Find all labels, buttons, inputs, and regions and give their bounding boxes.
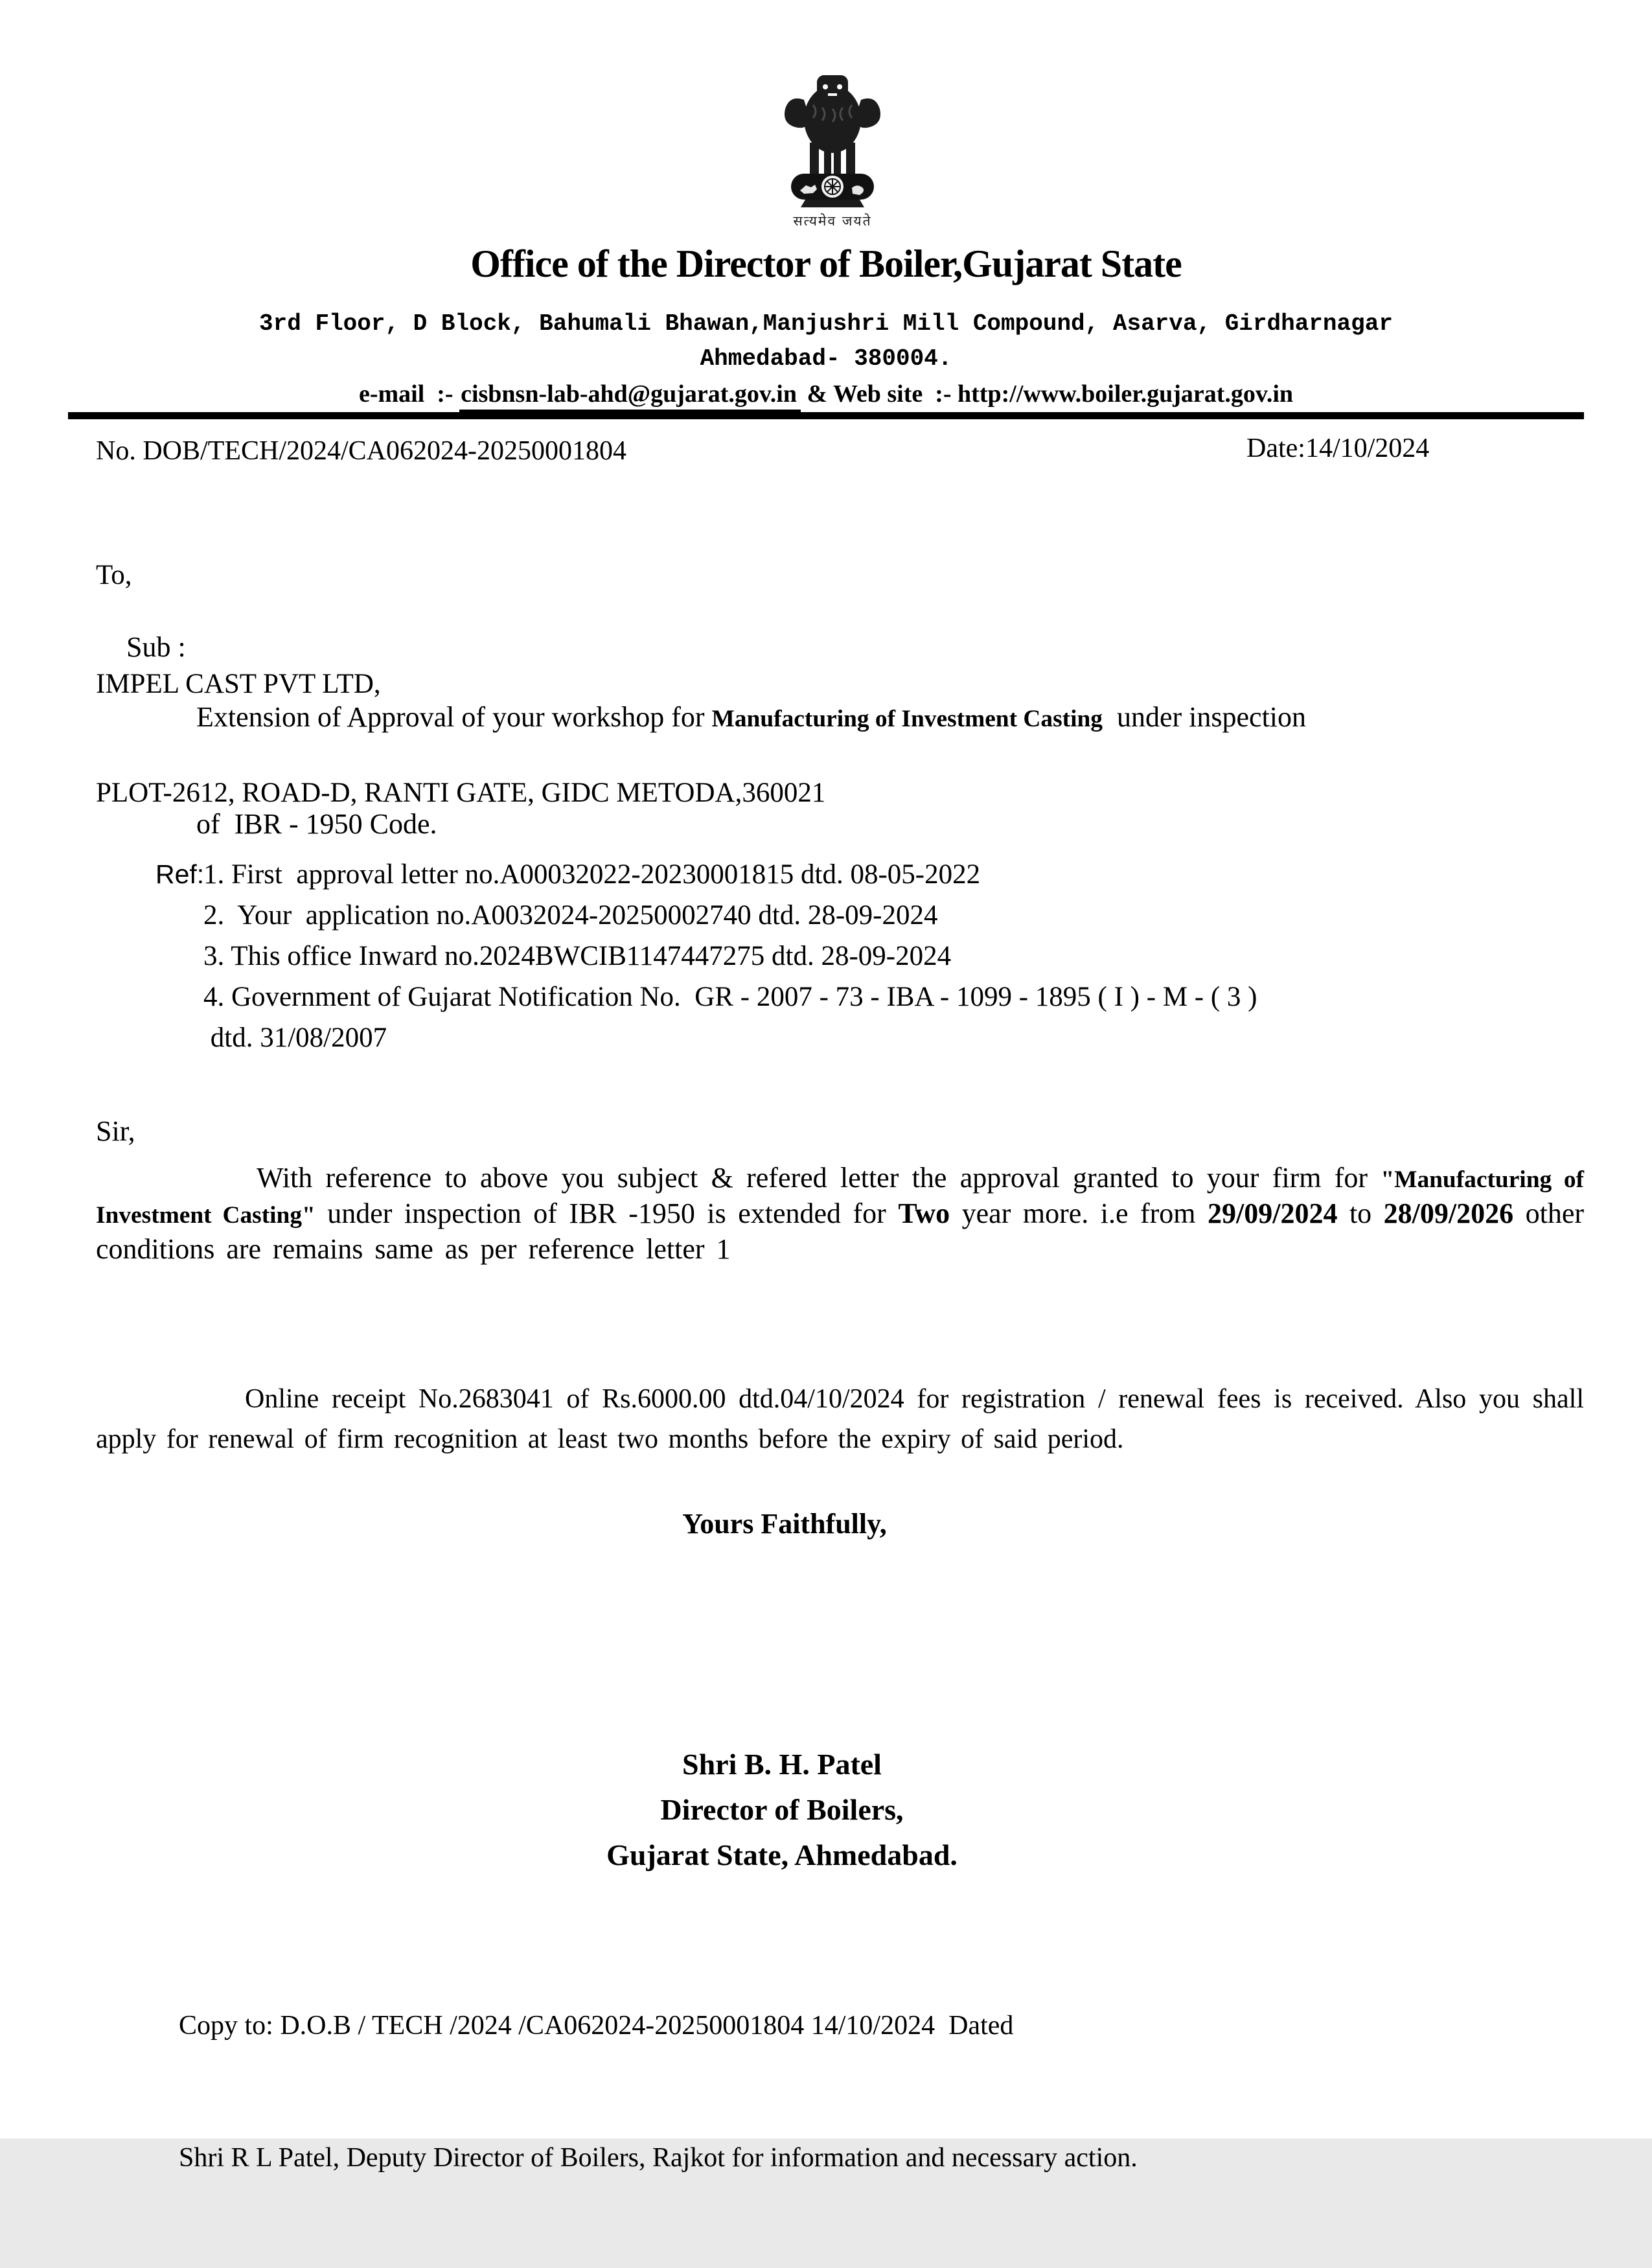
references-label: Ref: [155,859,205,889]
references-list [203,854,1257,1058]
email-address: cisbnsn-lab-ahd@gujarat.gov.in [459,380,801,414]
recipient-name: IMPEL CAST PVT LTD, [96,669,381,699]
reference-item: 2. Your application no.A0032024-20250002740 dtd. 28-09-2024 [203,900,938,931]
email-label: e-mail :- [358,380,460,408]
body-paragraph-2: Online receipt No.2683041 of Rs.6000.00 dtd.04/10/2024 for registration / renewal fees is received. Also you shall apply for renewal of firm recognition at least two months before the expiry of said period. [96,1384,1584,1454]
national-emblem-icon [774,66,891,207]
signature-block [458,1742,1106,1878]
office-address-line2: Ahmedabad- 380004. [700,345,952,372]
letter-number: No. DOB/TECH/2024/CA062024-20250001804 [96,436,626,466]
signatory-name: Shri B. H. Patel [682,1748,882,1781]
website-label: & Web site :- [801,380,958,408]
salutation: Sir, [96,1115,135,1147]
reference-item: 3. This office Inward no.2024BWCIB1147447275 dtd. 28-09-2024 [203,941,952,971]
letter-date: Date:14/10/2024 [1246,434,1430,463]
references-block [155,854,1257,1058]
copy-to-block [179,1915,1138,2268]
reference-item: 1. First approval letter no.A00032022-20230001815 dtd. 08-05-2022 [203,859,981,890]
subject-label: Sub : [126,631,186,663]
header-divider [68,412,1584,419]
office-address-line1: 3rd Floor, D Block, Bahumali Bhawan,Manjushri Mill Compound, Asarva, Girdharnagar [259,310,1393,337]
subject-line1: Extension of Approval of your workshop for Manufacturing of Investment Casting under inspection [196,701,1307,733]
valediction: Yours Faithfully, [682,1508,887,1540]
copy-to-line2: Shri R L Patel, Deputy Director of Boilers, Rajkot for information and necessary action. [179,2143,1138,2173]
subject-line2: of IBR - 1950 Code. [196,808,437,840]
recipient-address: PLOT-2612, ROAD-D, RANTI GATE, GIDC METODA,360021 [96,778,826,808]
letterhead-emblem [768,66,897,230]
office-title: Office of the Director of Boiler,Gujarat State [470,242,1182,285]
reference-item: 4. Government of Gujarat Notification No. GR - 2007 - 73 - IBA - 1099 - 1895 ( I ) - M - ( 3 ) [203,982,1257,1012]
website-url: http://www.boiler.gujarat.gov.in [958,380,1294,408]
recipient-to: To, [96,560,132,590]
signatory-title: Director of Boilers, [660,1793,904,1826]
body-paragraph-1: With reference to above you subject & refered letter the approval granted to your firm for "Manufacturing of Investment Casting" under inspection of IBR -1950 is extended for Two year more. i.e from 29/09/2024 to 28/09/2026 other conditions are remains same as per reference letter 1 [96,1162,1584,1265]
signatory-organization: Gujarat State, Ahmedabad. [606,1838,958,1871]
contact-line [0,380,1652,408]
copy-to-line1: Copy to: D.O.B / TECH /2024 /CA062024-20250001804 14/10/2024 Dated [179,2011,1014,2041]
reference-item: dtd. 31/08/2007 [203,1023,387,1053]
emblem-motto: सत्यमेव जयते [793,213,872,229]
